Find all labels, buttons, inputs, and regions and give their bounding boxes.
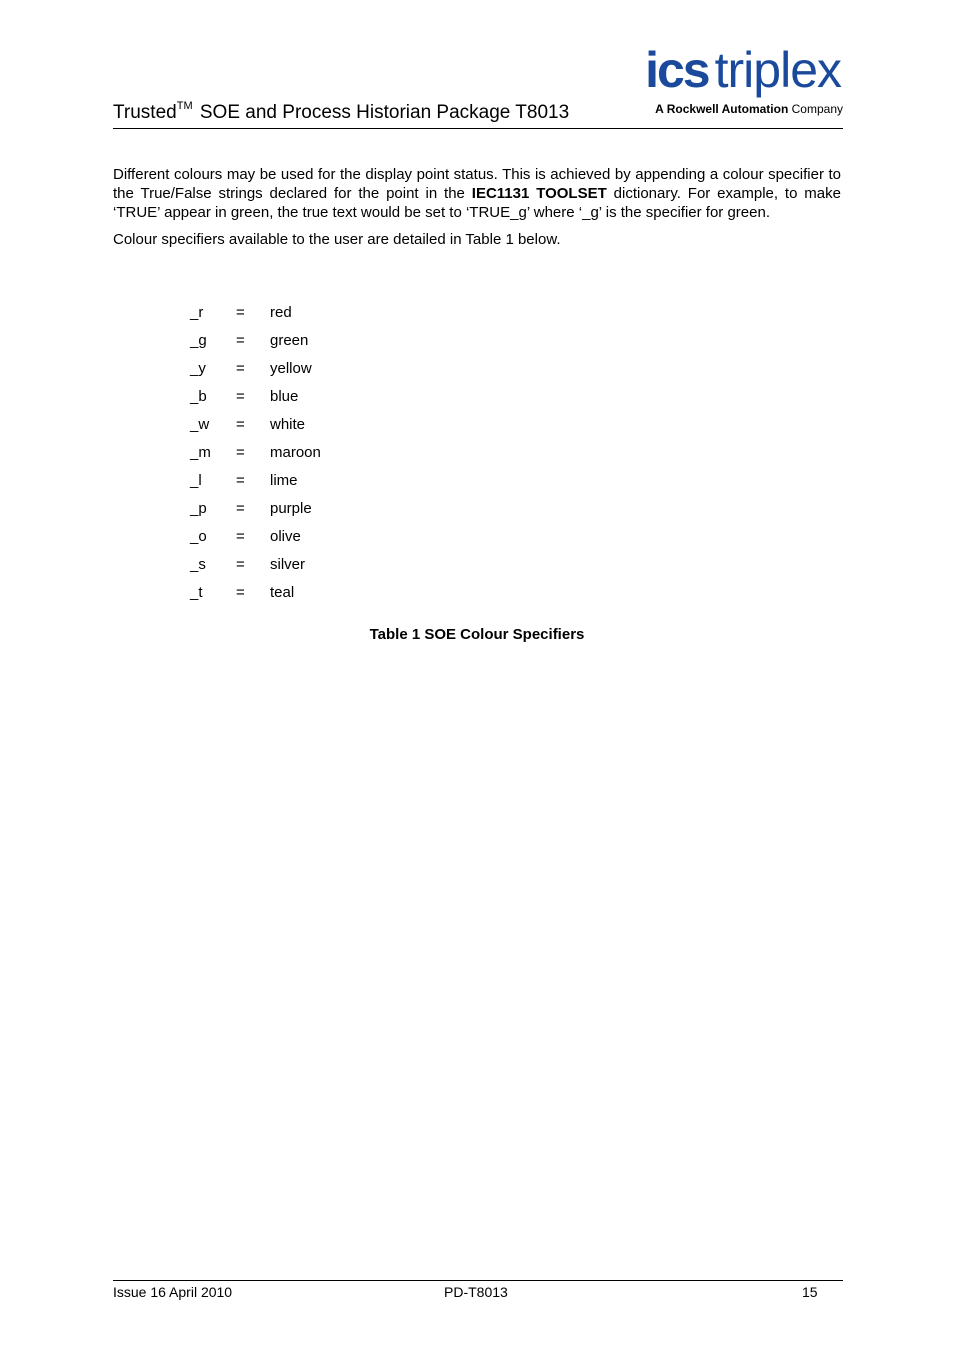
specifier-equals: =	[236, 472, 245, 489]
specifier-colour-name: green	[270, 332, 309, 349]
specifier-colour-name: yellow	[270, 360, 312, 377]
page-footer	[113, 1280, 843, 1300]
specifier-equals: =	[236, 500, 245, 517]
specifier-colour-name: teal	[270, 584, 295, 601]
specifier-code: _o	[190, 528, 207, 545]
paragraph-1-part-a: Different colours may be used for the display point status. This is achieved by appending a colour specifier to the True/False strings declared for the point in the	[113, 166, 841, 202]
specifier-colour-name: silver	[270, 556, 306, 573]
specifier-code: _g	[190, 332, 207, 349]
document-title	[113, 100, 569, 124]
specifier-colour-name: purple	[270, 500, 312, 517]
specifier-code: _p	[190, 500, 207, 517]
specifier-equals: =	[236, 528, 245, 545]
specifier-equals: =	[236, 556, 245, 573]
paragraph-1-part-b: dictionary. For example, to make ‘TRUE’ appear in green, the true text would be set to ‘TRUE_g’ where ‘_g’ is the specifier for green.	[113, 185, 841, 221]
specifier-equals: =	[236, 360, 245, 377]
trademark-mark: TM	[176, 100, 193, 112]
ics-triplex-logo	[611, 42, 843, 120]
specifier-code: _r	[190, 304, 204, 321]
logo-triplex: triplex	[714, 42, 841, 98]
specifier-code: _s	[190, 556, 206, 573]
specifier-colour-name: olive	[270, 528, 301, 545]
toolset-name: IEC1131 TOOLSET	[471, 185, 607, 202]
specifier-code: _b	[190, 388, 207, 405]
specifier-colour-name: white	[270, 416, 306, 433]
specifier-equals: =	[236, 416, 245, 433]
specifier-equals: =	[236, 444, 245, 461]
specifier-colour-name: lime	[270, 472, 298, 489]
logo-tagline-rest: Company	[788, 102, 843, 116]
logo-ics: ics	[645, 42, 709, 98]
specifier-code: _t	[190, 584, 203, 601]
specifier-equals: =	[236, 304, 245, 321]
specifier-equals: =	[236, 584, 245, 601]
paragraph-table-ref: Colour specifiers available to the user are detailed in Table 1 below.	[113, 231, 561, 248]
page-header	[113, 40, 843, 129]
specifier-colour-name: maroon	[270, 444, 321, 461]
footer-doc-id: PD-T8013	[444, 1284, 508, 1300]
title-prefix: Trusted	[113, 102, 177, 123]
footer-page-number: 15	[802, 1284, 818, 1300]
specifier-code: _y	[190, 360, 206, 377]
specifier-colour-name: red	[270, 304, 292, 321]
logo-tagline-bold: A Rockwell Automation	[655, 102, 789, 116]
specifier-equals: =	[236, 388, 245, 405]
paragraph-colour-intro	[113, 165, 841, 222]
specifier-code: _w	[190, 416, 210, 433]
logo-tagline	[655, 102, 843, 116]
specifier-equals: =	[236, 332, 245, 349]
title-rest: SOE and Process Historian Package T8013	[194, 102, 570, 123]
body-text	[113, 165, 841, 257]
specifier-colour-name: blue	[270, 388, 299, 405]
footer-issue: Issue 16 April 2010	[113, 1284, 233, 1300]
logo-wordmark	[645, 42, 841, 98]
specifier-code: _l	[190, 472, 202, 489]
table-caption: Table 1 SOE Colour Specifiers	[369, 626, 585, 643]
specifier-code: _m	[190, 444, 211, 461]
